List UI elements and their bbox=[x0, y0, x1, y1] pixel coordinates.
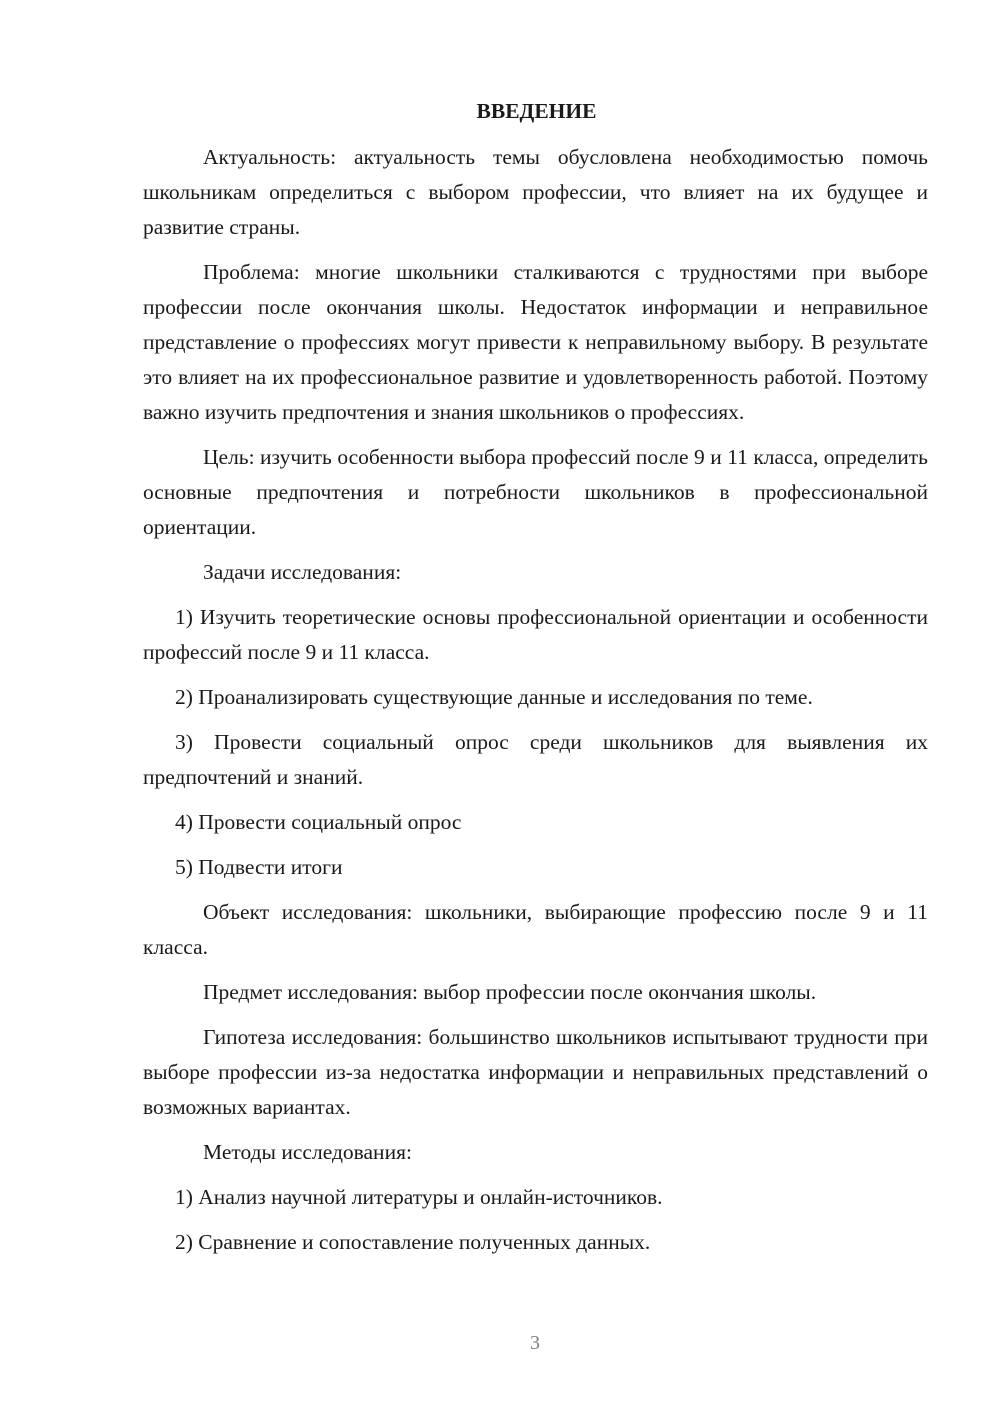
task-item-4: 4) Провести социальный опрос bbox=[175, 810, 462, 834]
goal-paragraph: Цель: изучить особенности выбора профессий после 9 и 11 класса, определить основные предпочтения и потребности школьников в профессиональной ориентации. bbox=[143, 445, 928, 539]
section-title: ВВЕДЕНИЕ bbox=[476, 99, 597, 123]
task-item-5: 5) Подвести итоги bbox=[175, 855, 343, 879]
object-paragraph: Объект исследования: школьники, выбирающие профессию после 9 и 11 класса. bbox=[143, 900, 928, 959]
hypothesis-paragraph: Гипотеза исследования: большинство школьников испытывают трудности при выборе профессии из-за недостатка информации и неправильных представлений о возможных вариантах. bbox=[143, 1025, 928, 1119]
page-number: 3 bbox=[530, 1332, 540, 1354]
task-item-1: 1) Изучить теоретические основы профессиональной ориентации и особенности профессий после 9 и 11 класса. bbox=[143, 605, 928, 664]
method-item-1: 1) Анализ научной литературы и онлайн-источников. bbox=[175, 1185, 663, 1209]
subject-paragraph: Предмет исследования: выбор профессии после окончания школы. bbox=[203, 980, 817, 1004]
method-item-2: 2) Сравнение и сопоставление полученных данных. bbox=[175, 1230, 651, 1254]
relevance-paragraph: Актуальность: актуальность темы обусловлена необходимостью помочь школьникам определиться с выбором профессии, что влияет на их будущее и развитие страны. bbox=[143, 145, 928, 239]
document-page bbox=[143, 96, 928, 1270]
task-item-2: 2) Проанализировать существующие данные и исследования по теме. bbox=[175, 685, 813, 709]
tasks-heading: Задачи исследования: bbox=[203, 560, 402, 584]
task-item-3: 3) Провести социальный опрос среди школьников для выявления их предпочтений и знаний. bbox=[143, 730, 928, 789]
methods-heading: Методы исследования: bbox=[203, 1140, 412, 1164]
problem-paragraph: Проблема: многие школьники сталкиваются с трудностями при выборе профессии после окончания школы. Недостаток информации и неправильное представление о профессиях могут привести к неправильному выбору. В результате это влияет на их профессиональное развитие и удовлетворенность работой. Поэтому важно изучить предпочтения и знания школьников о профессиях. bbox=[143, 260, 928, 424]
